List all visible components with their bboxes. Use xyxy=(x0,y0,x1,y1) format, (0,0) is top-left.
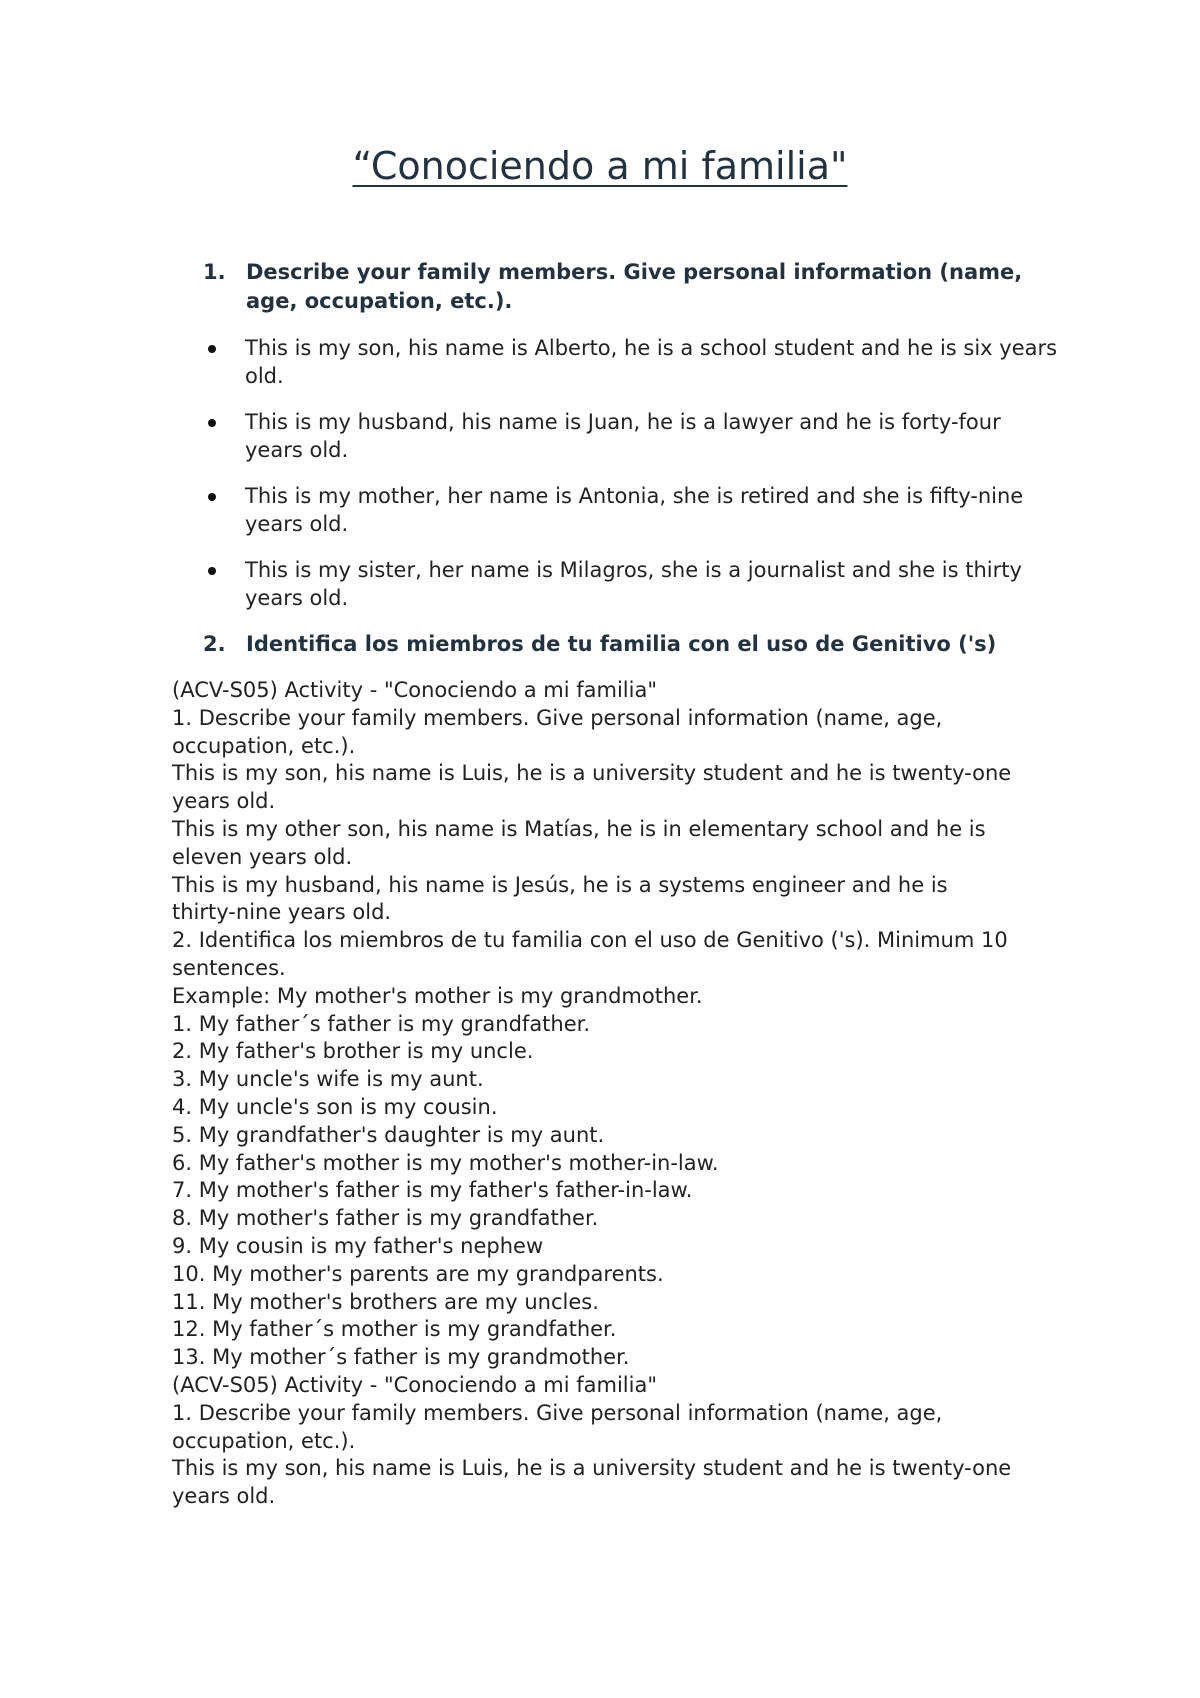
text-line: 1. My father´s father is my grandfather. xyxy=(172,1011,591,1036)
list-item xyxy=(203,334,1063,390)
list-item-text: This is my son, his name is Alberto, he is a school student and he is six years old. xyxy=(245,336,1058,388)
text-line: 5. My grandfather's daughter is my aunt. xyxy=(172,1122,605,1147)
page-title: “Conociendo a mi familia" xyxy=(352,144,848,188)
text-line: years old. xyxy=(172,1484,276,1509)
text-line: 1. Describe your family members. Give personal information (name, age, xyxy=(172,1400,943,1425)
list-item xyxy=(203,482,1063,538)
text-line: occupation, etc.). xyxy=(172,1428,356,1453)
text-line: 3. My uncle's wife is my aunt. xyxy=(172,1067,484,1092)
text-line: This is my husband, his name is Jesús, he is a systems engineer and he is xyxy=(172,872,948,897)
text-line: 13. My mother´s father is my grandmother. xyxy=(172,1345,630,1370)
text-line: 2. Identifica los miembros de tu familia con el uso de Genitivo ('s). Minimum 10 xyxy=(172,928,1008,953)
text-line: 8. My mother's father is my grandfather. xyxy=(172,1206,599,1231)
question-number: 1. xyxy=(203,260,226,284)
text-line: (ACV-S05) Activity - "Conociendo a mi familia" xyxy=(172,678,657,702)
text-line: 7. My mother's father is my father's father-in-law. xyxy=(172,1178,693,1203)
bullet-icon xyxy=(208,419,216,427)
text-line: 6. My father's mother is my mother's mother-in-law. xyxy=(172,1150,719,1175)
question-1 xyxy=(203,258,1053,316)
text-line: This is my son, his name is Luis, he is a university student and he is twenty-one xyxy=(172,761,1012,786)
bullet-icon xyxy=(208,345,216,353)
text-line: This is my other son, his name is Matías, he is in elementary school and he is xyxy=(172,816,986,841)
question-text: Describe your family members. Give personal information (name, age, occupation, etc.). xyxy=(246,260,1023,313)
text-line: 1. Describe your family members. Give personal information (name, age, xyxy=(172,705,943,730)
text-line: 11. My mother's brothers are my uncles. xyxy=(172,1289,599,1314)
question-2 xyxy=(203,630,1053,659)
list-item xyxy=(203,556,1063,612)
text-line: years old. xyxy=(172,789,276,814)
text-line: 9. My cousin is my father's nephew xyxy=(172,1233,544,1258)
bullet-icon xyxy=(208,567,216,575)
text-line: occupation, etc.). xyxy=(172,733,356,758)
list-item-text: This is my husband, his name is Juan, he is a lawyer and he is forty-four years old. xyxy=(245,410,1001,462)
text-line: 10. My mother's parents are my grandparents. xyxy=(172,1261,664,1286)
bullet-icon xyxy=(208,493,216,501)
text-line: (ACV-S05) Activity - "Conociendo a mi familia" xyxy=(172,1372,657,1397)
text-line: This is my son, his name is Luis, he is a university student and he is twenty-one xyxy=(172,1456,1012,1481)
text-line: 4. My uncle's son is my cousin. xyxy=(172,1094,498,1119)
question-number: 2. xyxy=(203,632,226,656)
text-line: 12. My father´s mother is my grandfather. xyxy=(172,1317,617,1342)
question-text: Identifica los miembros de tu familia con el uso de Genitivo ('s) xyxy=(246,632,997,656)
text-line: eleven years old. xyxy=(172,844,353,869)
list-item xyxy=(203,408,1063,464)
list-item-text: This is my sister, her name is Milagros, she is a journalist and she is thirty years old. xyxy=(245,558,1022,610)
text-line: sentences. xyxy=(172,955,286,980)
list-item-text: This is my mother, her name is Antonia, she is retired and she is fifty-nine years old. xyxy=(245,484,1024,536)
pasted-activity-text xyxy=(172,677,1072,1511)
text-line: thirty-nine years old. xyxy=(172,900,392,925)
text-line: Example: My mother's mother is my grandmother. xyxy=(172,983,703,1008)
text-line: 2. My father's brother is my uncle. xyxy=(172,1039,534,1064)
